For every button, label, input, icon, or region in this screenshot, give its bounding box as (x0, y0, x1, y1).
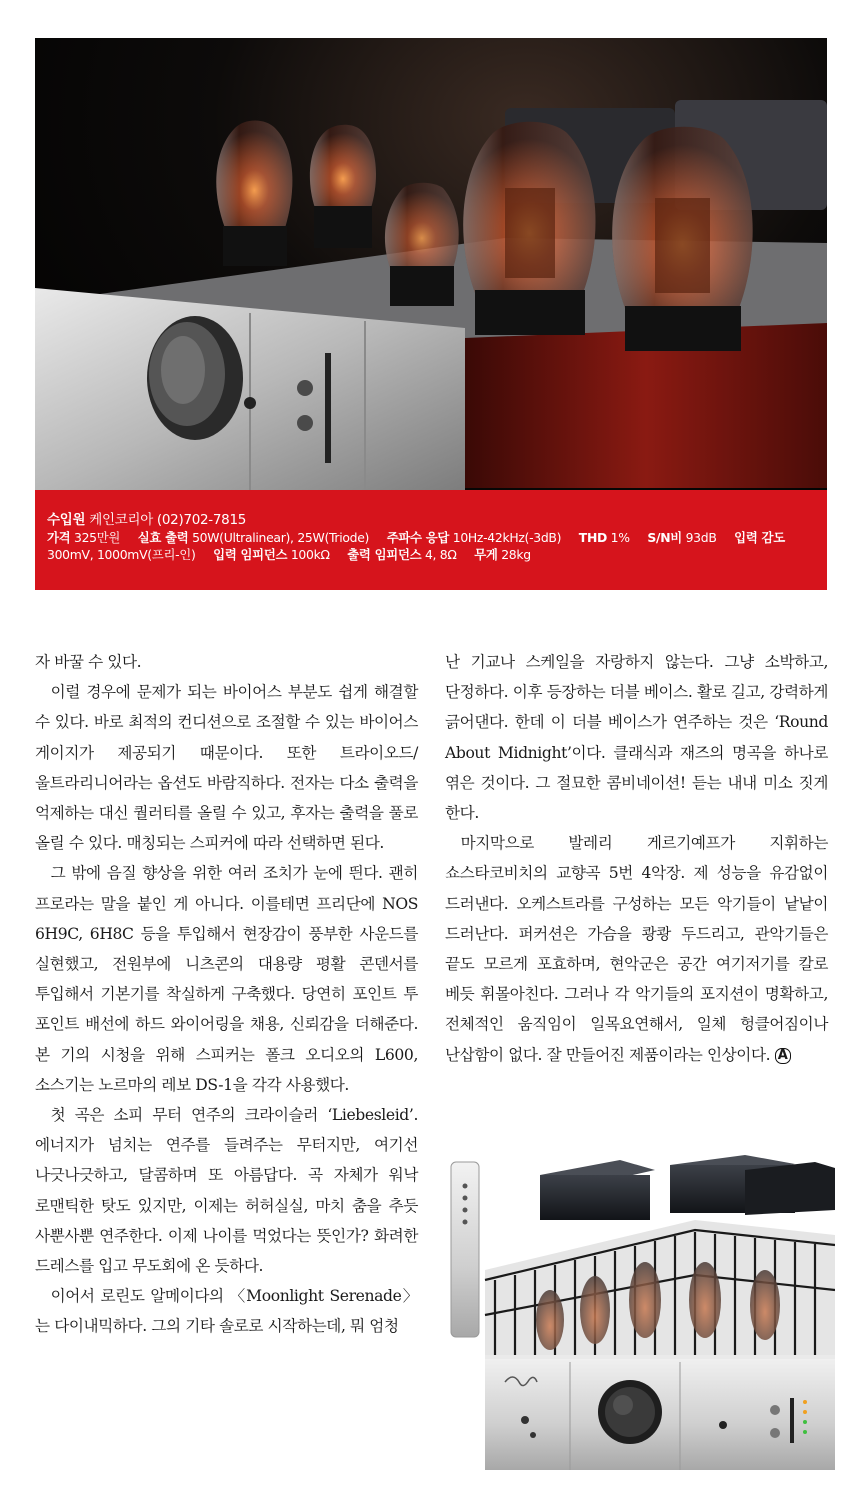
spec-value-thd: 1% (610, 530, 630, 545)
hero-photo (35, 38, 827, 490)
spec-value-frequency: 10Hz-42kHz(-3dB) (452, 530, 562, 545)
paragraph-text: 마지막으로 발레리 게르기예프가 지휘하는 쇼스타코비치의 교향곡 5번 4악장. 제 성능을 유감없이 드러낸다. 오케스트라를 구성하는 모든 악기들이 낱낱이 드러난다. 퍼커션은 가슴을 쾅쾅 두드리고, 관악기들은 끝도 모르게 포효하며, 현악군은 공간 여기저기를 칼로 베듯 휘몰아친다. 그러나 각 악기들의 포지션이 명확하고, 전체적인 움직임이 일목요연해서, 일체 헝클어짐이나 난삽함이 없다. 잘 만들어진 제품이라는 인상이다. (445, 834, 828, 1064)
importer-value: 케인코리아 (02)702-7815 (89, 512, 247, 528)
paragraph: 이어서 로린도 알메이다의 〈Moonlight Serenade〉는 다이내믹하다. 그의 기타 솔로로 시작하는데, 뭐 엄청 (35, 1287, 418, 1336)
spec-value-snr: 93dB (685, 530, 717, 545)
paragraph: 그 밖에 음질 향상을 위한 여러 조치가 눈에 띈다. 괜히 프로라는 말을 붙인 게 아니다. 이를테면 프리단에 NOS 6H9C, 6H8C 등을 투입해서 현장감이 풍부한 사운드를 실현했고, 전원부에 니츠콘의 대용량 평활 콘덴서를 투입해서 기본기를 착실하게 구축했다. 당연히 포인트 투 포인트 배선에 하드 와이어링을 채용, 신뢰감을 더해준다. 본 기의 시청을 위해 스피커는 폴크 오디오의 L600, 소스기는 노르마의 레보 DS-1을 각각 사용했다. (35, 864, 418, 1094)
paragraph: 자 바꿀 수 있다. (35, 653, 142, 671)
spec-label-output-impedance: 출력 임피던스 (347, 547, 422, 562)
spec-value-power: 50W(Ultralinear), 25W(Triode) (192, 530, 370, 545)
article-right-column (445, 647, 828, 1070)
paragraph-last (445, 828, 828, 1070)
spec-value-price: 325만원 (73, 530, 121, 545)
spec-value-sensitivity: 300mV, 1000mV(프리-인) (47, 547, 196, 562)
importer-label: 수입원 (47, 512, 86, 528)
importer-line (47, 512, 815, 529)
paragraph: 첫 곡은 소피 무터 연주의 크라이슬러 ‘Liebesleid’. 에너지가 넘치는 연주를 들려주는 무터지만, 여기선 나긋나긋하고, 달콤하며 또 아름답다. 곡 자체가 워낙 로맨틱한 탓도 있지만, 이제는 허허실실, 마치 춤을 추듯 사뿐사뿐 연주한다. 이제 나이를 먹었다는 뜻인가? 화려한 드레스를 입고 무도회에 온 듯하다. (35, 1106, 418, 1276)
article-left-column (35, 647, 418, 1342)
end-mark-icon: A (775, 1048, 791, 1064)
paragraph: 난 기교나 스케일을 자랑하지 않는다. 그냥 소박하고, 단정하다. 이후 등장하는 더블 베이스. 활로 길고, 강력하게 긁어댄다. 한데 이 더블 베이스가 연주하는 것은 ‘Round About Midnight’이다. 클래식과 재즈의 명곡을 하나로 엮은 것이다. 그 절묘한 콤비네이션! 듣는 내내 미소 짓게 한다. (445, 653, 828, 823)
amplifier-tubes-illustration (35, 38, 827, 490)
amplifier-product-illustration (445, 1150, 835, 1485)
spec-label-sensitivity: 입력 감도 (734, 530, 785, 545)
spec-label-power: 실효 출력 (137, 530, 189, 545)
spec-label-thd: THD (578, 530, 608, 545)
spec-label-frequency: 주파수 응답 (386, 530, 450, 545)
spec-value-input-impedance: 100kΩ (290, 547, 330, 562)
product-photo (445, 1150, 835, 1485)
spec-label-price: 가격 (47, 530, 71, 545)
paragraph: 이럴 경우에 문제가 되는 바이어스 부분도 쉽게 해결할 수 있다. 바로 최적의 컨디션으로 조절할 수 있는 바이어스 게이지가 제공되기 때문이다. 또한 트라이오드/울트라리니어라는 옵션도 바람직하다. 전자는 다소 출력을 억제하는 대신 퀄러티를 올릴 수 있고, 후자는 출력을 풀로 올릴 수 있다. 매칭되는 스피커에 따라 선택하면 된다. (35, 683, 418, 853)
spec-items (47, 529, 815, 563)
spec-value-output-impedance: 4, 8Ω (424, 547, 457, 562)
spec-label-snr: S/N비 (647, 530, 682, 545)
spec-label-input-impedance: 입력 임피던스 (213, 547, 288, 562)
spec-box (35, 490, 827, 590)
spec-value-weight: 28kg (501, 547, 531, 562)
spec-label-weight: 무게 (474, 547, 498, 562)
